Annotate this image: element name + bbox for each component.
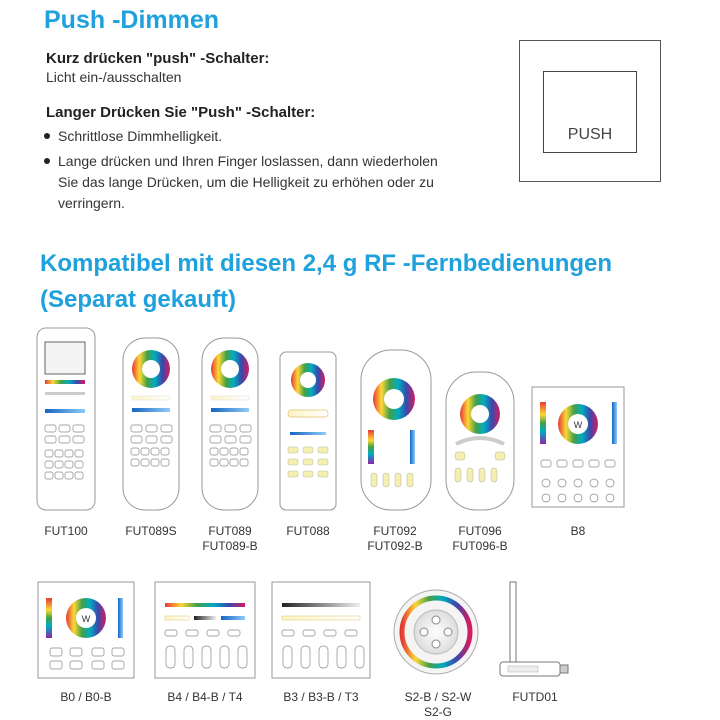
caption-line: FUT092-B	[367, 539, 423, 553]
bullet-dot	[44, 158, 50, 164]
fut089-remote	[202, 338, 258, 510]
caption-b0: B0 / B0-B	[60, 690, 112, 704]
bullet-text-continued: Sie das lange Drücken, um die Helligkeit zu erhöhen oder zu	[58, 174, 434, 190]
fut088-remote	[280, 352, 336, 510]
caption-b3: B3 / B3-B / T3	[283, 690, 359, 704]
fut100-remote	[37, 328, 95, 510]
caption-fut089	[194, 524, 266, 554]
s2-round-panel	[394, 590, 478, 674]
fut092-remote	[361, 350, 431, 510]
b4-panel	[155, 582, 255, 678]
fut096-remote	[446, 372, 514, 510]
caption-line: FUT096-B	[452, 539, 508, 553]
caption-line: S2-G	[423, 705, 452, 719]
caption-b8: B8	[570, 524, 586, 538]
svg-text:W: W	[81, 614, 91, 624]
caption-fut088: FUT088	[286, 524, 330, 538]
caption-futd01: FUTD01	[512, 690, 558, 704]
push-dimming-title: Push -Dimmen	[44, 6, 220, 34]
bullet-text: Schrittlose Dimmhelligkeit.	[58, 128, 223, 144]
bullet-item	[44, 151, 504, 214]
b3-panel	[272, 582, 370, 678]
compat-title	[40, 246, 700, 318]
caption-line: FUT089-B	[202, 539, 258, 553]
caption-line: FUT092	[373, 524, 417, 538]
bullet-text-continued: verringern.	[58, 195, 125, 211]
long-press-heading: Langer Drücken Sie "Push" -Schalter:	[46, 104, 316, 121]
caption-fut089s: FUT089S	[125, 524, 177, 538]
bullet-text: Lange drücken und Ihren Finger loslassen, dann wiederholen	[58, 153, 438, 169]
long-press-bullets	[44, 126, 504, 216]
b8-panel	[532, 387, 624, 507]
caption-fut096	[440, 524, 520, 554]
caption-fut092	[356, 524, 434, 554]
caption-line: FUT089	[208, 524, 252, 538]
short-press-heading: Kurz drücken "push" -Schalter:	[46, 50, 270, 67]
bullet-item	[44, 126, 504, 147]
futd01-dongle	[500, 582, 568, 676]
svg-text:W: W	[573, 420, 583, 430]
short-press-text: Licht ein-/ausschalten	[46, 69, 182, 85]
compat-title-line1: Kompatibel mit diesen 2,4 g RF -Fernbedienungen	[40, 250, 613, 277]
caption-line: FUT096	[458, 524, 502, 538]
push-switch-label: PUSH	[567, 126, 613, 143]
remotes-illustration	[0, 320, 720, 720]
caption-line: S2-B / S2-W	[404, 690, 472, 704]
fut089s-remote	[123, 338, 179, 510]
caption-fut100: FUT100	[44, 524, 88, 538]
bullet-dot	[44, 133, 50, 139]
caption-s2	[390, 690, 486, 720]
b0-panel	[38, 582, 134, 678]
caption-b4: B4 / B4-B / T4	[167, 690, 243, 704]
compat-title-line2: (Separat gekauft)	[40, 286, 237, 313]
